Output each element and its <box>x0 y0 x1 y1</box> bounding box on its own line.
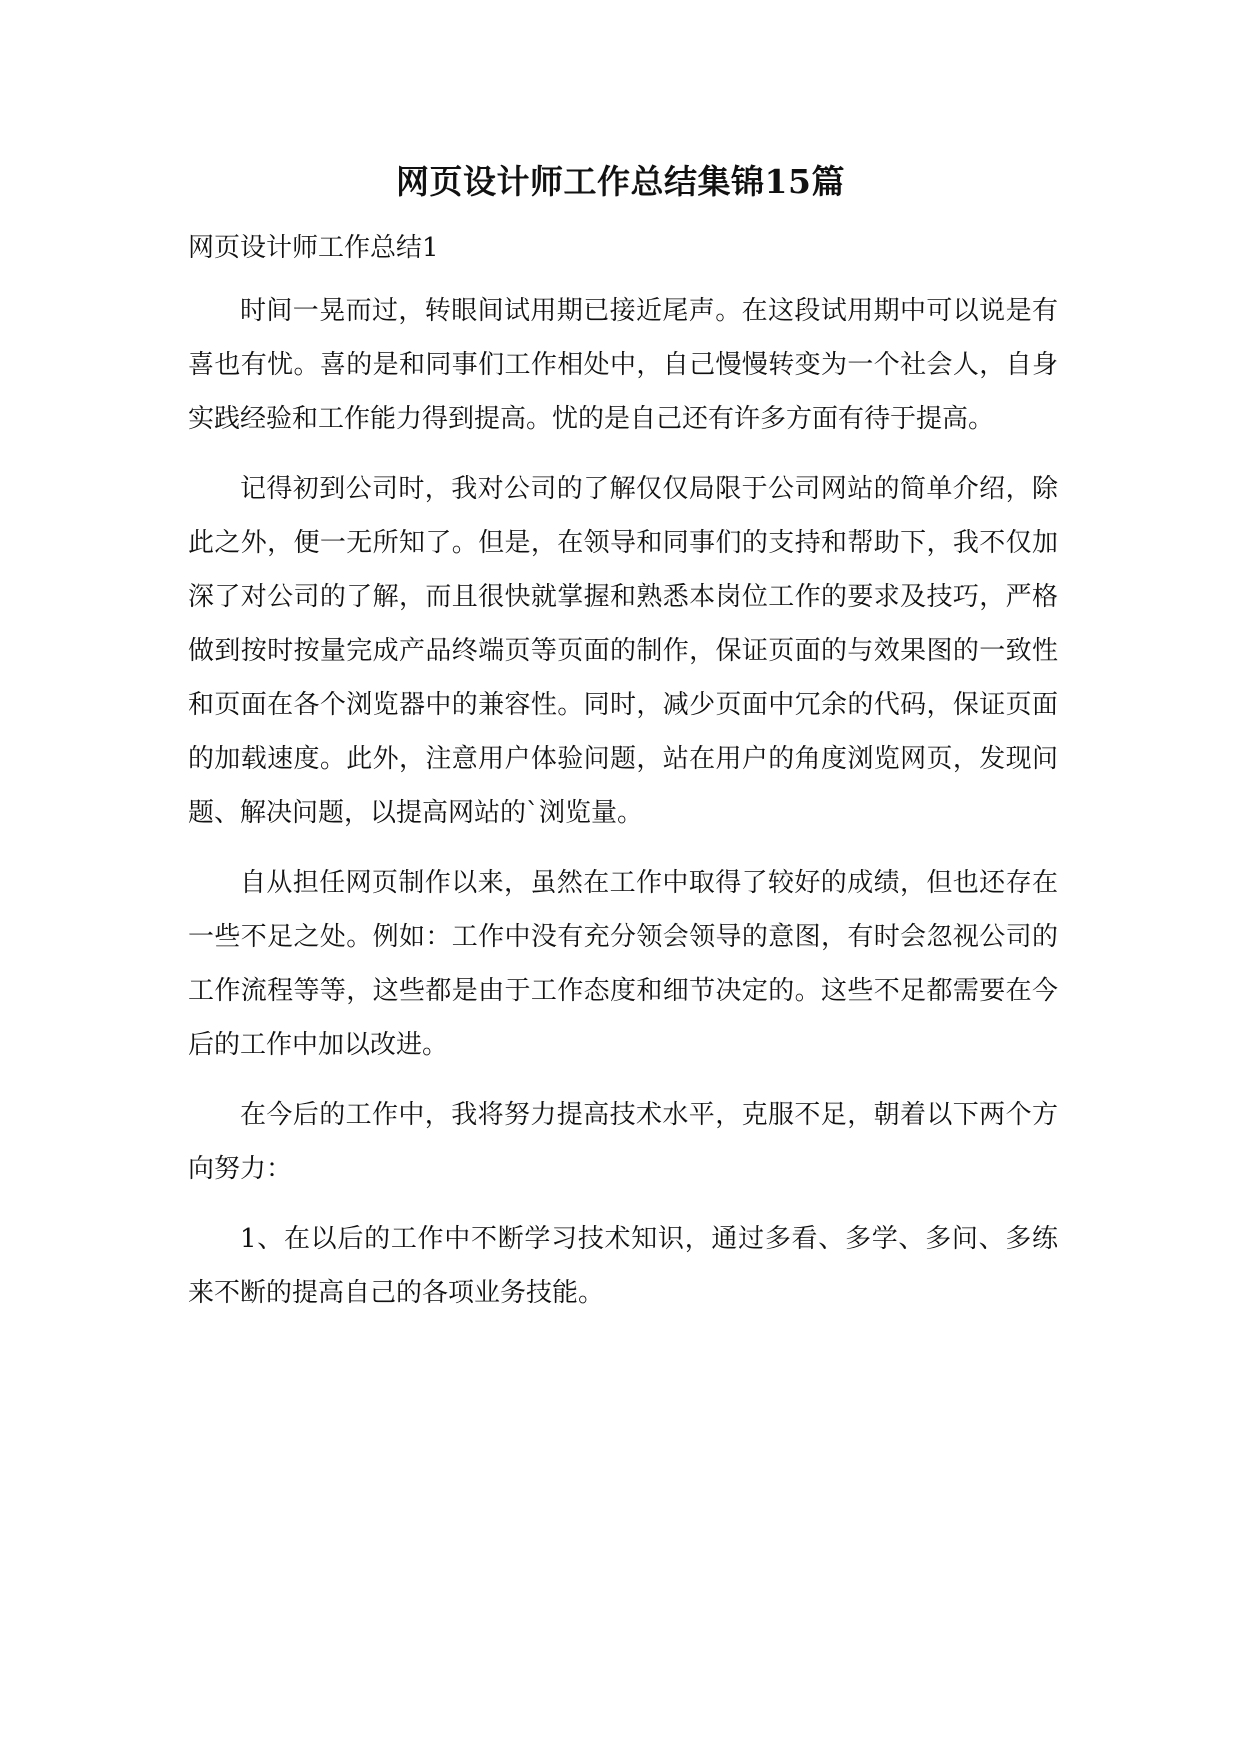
paragraph: 自从担任网页制作以来，虽然在工作中取得了较好的成绩，但也还存在一些不足之处。例如：工作中没有充分领会领导的意图，有时会忽视公司的工作流程等等，这些都是由于工作态度和细节决定的。这些不足都需要在今后的工作中加以改进。 <box>188 868 1058 1060</box>
paragraph: 记得初到公司时，我对公司的了解仅仅局限于公司网站的简单介绍，除此之外，便一无所知了。但是，在领导和同事们的支持和帮助下，我不仅加深了对公司的了解，而且很快就掌握和熟悉本岗位工作的要求及技巧，严格做到按时按量完成产品终端页等页面的制作，保证页面的与效果图的一致性和页面在各个浏览器中的兼容性。同时，减少页面中冗余的代码，保证页面的加载速度。此外，注意用户体验问题，站在用户的角度浏览网页，发现问题、解决问题，以提高网站的`浏览量。 <box>188 474 1058 828</box>
paragraph: 在今后的工作中，我将努力提高技术水平，克服不足，朝着以下两个方向努力： <box>188 1100 1058 1184</box>
paragraph: 1、在以后的工作中不断学习技术知识，通过多看、多学、多问、多练来不断的提高自己的各项业务技能。 <box>188 1224 1058 1308</box>
document-body <box>188 284 1058 1336</box>
document-title: 网页设计师工作总结集锦15篇 <box>396 162 845 201</box>
paragraph: 时间一晃而过，转眼间试用期已接近尾声。在这段试用期中可以说是有喜也有忧。喜的是和同事们工作相处中，自己慢慢转变为一个社会人，自身实践经验和工作能力得到提高。忧的是自己还有许多方面有待于提高。 <box>188 296 1058 434</box>
section-heading: 网页设计师工作总结1 <box>188 233 439 263</box>
